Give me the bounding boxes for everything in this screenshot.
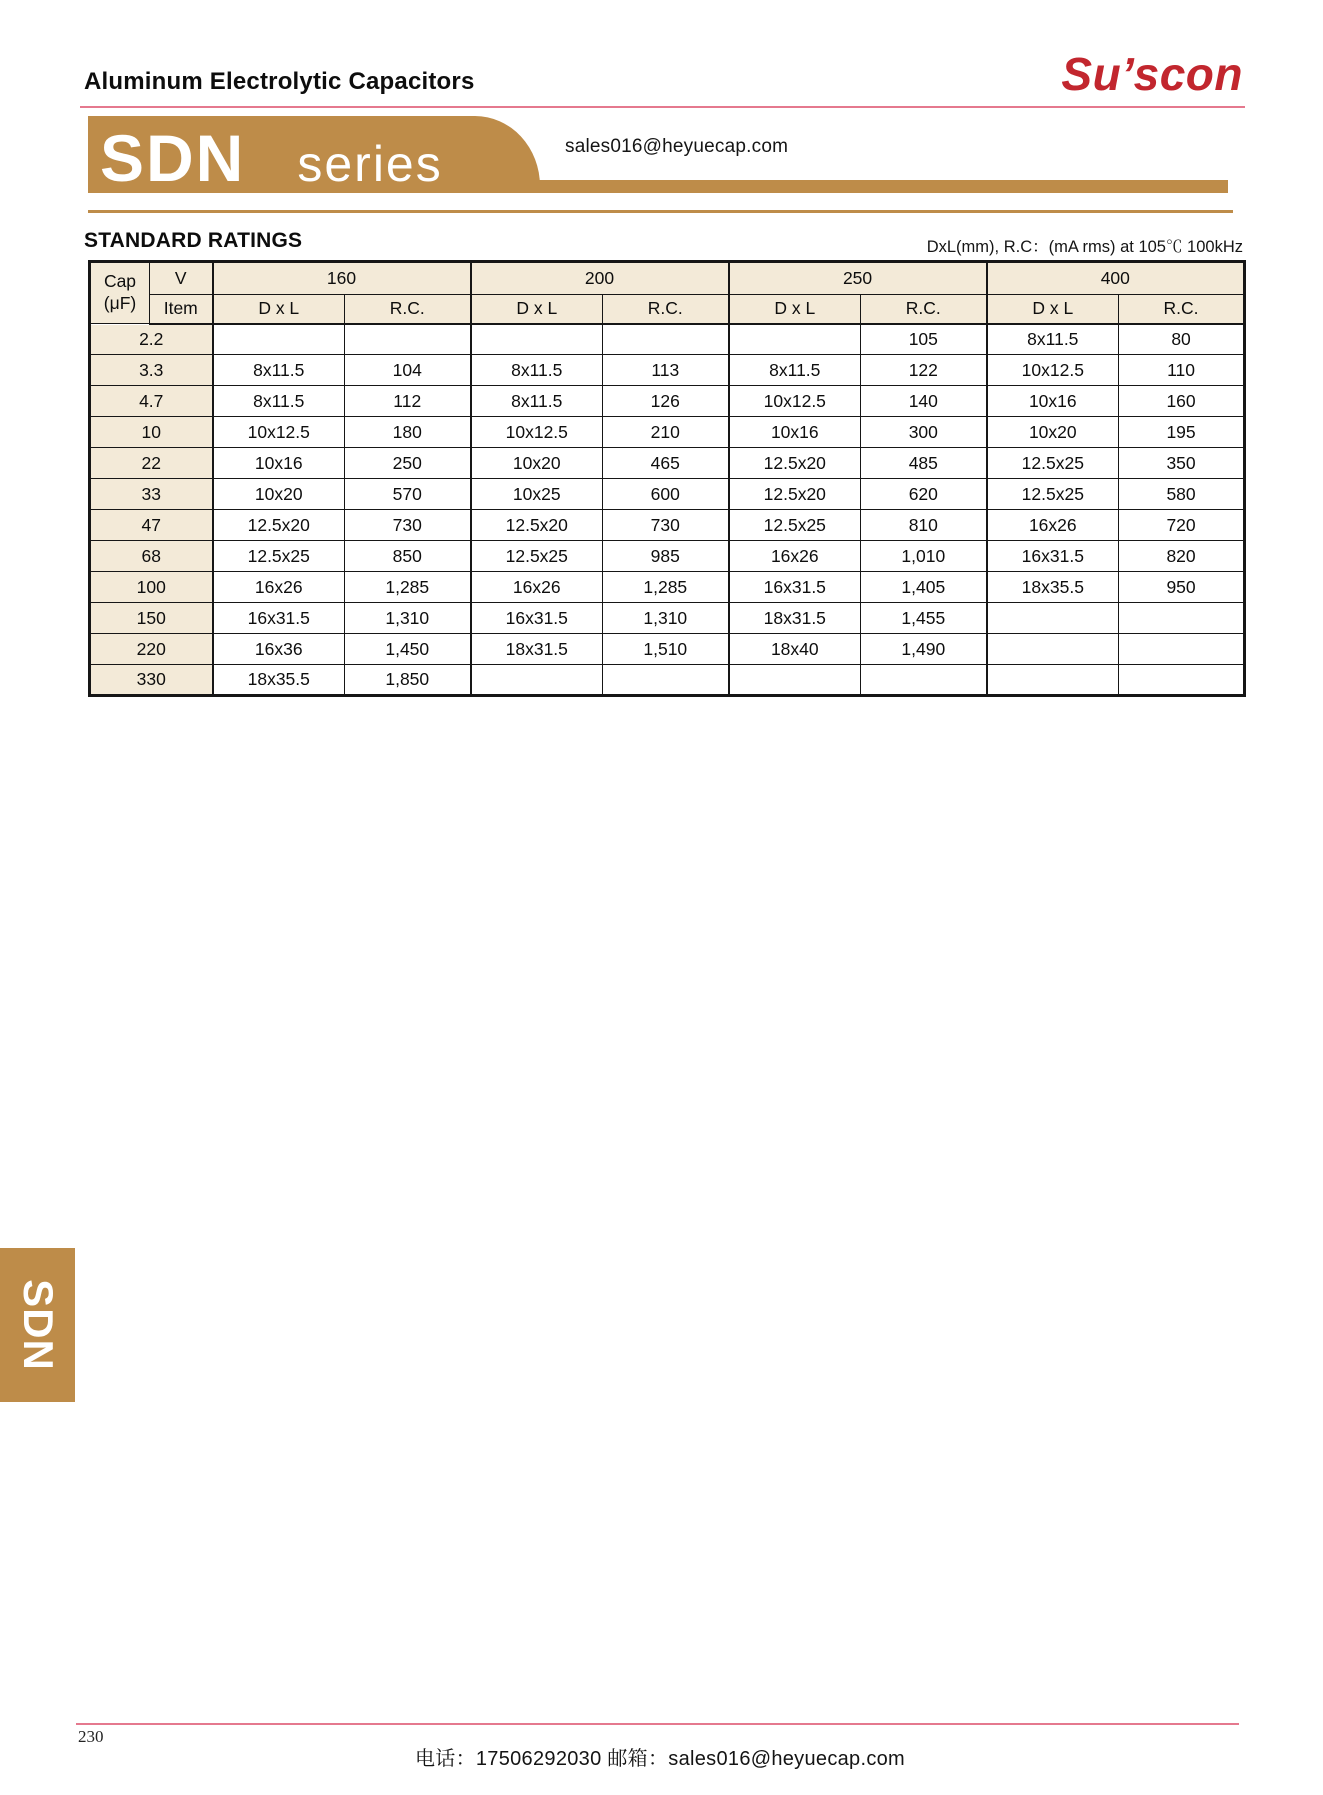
rc-cell: 80 (1119, 324, 1245, 355)
dxl-cell (213, 324, 345, 355)
rc-cell (861, 665, 987, 696)
dxl-cell: 16x31.5 (729, 572, 861, 603)
voltage-160-header: 160 (213, 262, 471, 295)
rc-cell: 465 (603, 448, 729, 479)
page-number: 230 (78, 1727, 104, 1746)
footer-divider-line (76, 1723, 1239, 1725)
dxl-header-250: D x L (729, 295, 861, 324)
dxl-cell: 10x12.5 (213, 417, 345, 448)
rc-header-160: R.C. (345, 295, 471, 324)
cap-value-cell: 22 (90, 448, 213, 479)
rc-cell: 1,285 (345, 572, 471, 603)
cap-value-cell: 68 (90, 541, 213, 572)
dxl-cell (729, 324, 861, 355)
dxl-cell: 12.5x25 (213, 541, 345, 572)
dxl-cell: 10x20 (213, 479, 345, 510)
dxl-cell: 10x12.5 (987, 355, 1119, 386)
voltage-250-header: 250 (729, 262, 987, 295)
dxl-cell: 12.5x20 (729, 448, 861, 479)
dxl-cell: 8x11.5 (471, 386, 603, 417)
table-row (90, 541, 1245, 572)
rc-cell: 580 (1119, 479, 1245, 510)
table-row (90, 634, 1245, 665)
table-row (90, 603, 1245, 634)
header-divider-line (80, 106, 1245, 108)
rc-cell: 113 (603, 355, 729, 386)
table-row (90, 479, 1245, 510)
contact-email: sales016@heyuecap.com (565, 136, 789, 157)
dxl-cell: 12.5x20 (213, 510, 345, 541)
dxl-cell: 10x16 (729, 417, 861, 448)
rc-cell (603, 665, 729, 696)
rc-cell: 180 (345, 417, 471, 448)
voltage-axis-label: V (150, 262, 213, 295)
dxl-cell: 16x31.5 (213, 603, 345, 634)
rc-cell: 485 (861, 448, 987, 479)
dxl-cell (729, 665, 861, 696)
rc-cell: 850 (345, 541, 471, 572)
table-header-row-voltage (90, 262, 1245, 295)
rc-cell: 820 (1119, 541, 1245, 572)
voltage-400-header: 400 (987, 262, 1245, 295)
rc-cell: 1,310 (345, 603, 471, 634)
rc-cell: 110 (1119, 355, 1245, 386)
rc-header-250: R.C. (861, 295, 987, 324)
table-row (90, 324, 1245, 355)
dxl-cell: 12.5x25 (729, 510, 861, 541)
dxl-cell: 16x26 (213, 572, 345, 603)
dxl-cell: 8x11.5 (729, 355, 861, 386)
dxl-cell: 16x31.5 (471, 603, 603, 634)
dxl-cell: 10x25 (471, 479, 603, 510)
dxl-cell: 16x31.5 (987, 541, 1119, 572)
rc-cell (603, 324, 729, 355)
rc-cell: 1,310 (603, 603, 729, 634)
side-tab-series (0, 1248, 75, 1402)
rc-cell: 620 (861, 479, 987, 510)
dxl-cell: 18x31.5 (729, 603, 861, 634)
dxl-cell: 16x36 (213, 634, 345, 665)
dxl-cell (987, 603, 1119, 634)
rc-cell: 122 (861, 355, 987, 386)
rc-cell: 126 (603, 386, 729, 417)
dxl-cell: 10x20 (987, 417, 1119, 448)
cap-value-cell: 10 (90, 417, 213, 448)
dxl-header-200: D x L (471, 295, 603, 324)
dxl-cell: 18x40 (729, 634, 861, 665)
dxl-cell: 10x20 (471, 448, 603, 479)
dxl-cell: 8x11.5 (213, 386, 345, 417)
dxl-cell: 18x35.5 (987, 572, 1119, 603)
ratings-table-body (90, 324, 1245, 696)
dxl-cell: 10x16 (987, 386, 1119, 417)
dxl-cell (987, 665, 1119, 696)
cap-value-cell: 3.3 (90, 355, 213, 386)
table-row (90, 572, 1245, 603)
rc-cell (1119, 603, 1245, 634)
table-row (90, 355, 1245, 386)
dxl-cell: 8x11.5 (213, 355, 345, 386)
dxl-cell: 16x26 (471, 572, 603, 603)
cap-value-cell: 33 (90, 479, 213, 510)
rc-header-400: R.C. (1119, 295, 1245, 324)
section-title: STANDARD RATINGS (84, 229, 303, 252)
cap-value-cell: 330 (90, 665, 213, 696)
series-word: series (297, 136, 443, 192)
cap-value-cell: 47 (90, 510, 213, 541)
cap-value-cell: 2.2 (90, 324, 213, 355)
rc-cell: 730 (603, 510, 729, 541)
rc-cell: 105 (861, 324, 987, 355)
table-row (90, 665, 1245, 696)
rc-cell: 1,010 (861, 541, 987, 572)
rc-cell: 250 (345, 448, 471, 479)
dxl-cell: 10x12.5 (729, 386, 861, 417)
rc-cell: 730 (345, 510, 471, 541)
table-row (90, 417, 1245, 448)
dxl-header-160: D x L (213, 295, 345, 324)
rc-cell: 1,850 (345, 665, 471, 696)
rc-cell: 1,285 (603, 572, 729, 603)
cap-value-cell: 4.7 (90, 386, 213, 417)
ratings-units-note: DxL(mm), R.C：(mA rms) at 105℃ 100kHz (926, 238, 1243, 256)
cap-value-cell: 150 (90, 603, 213, 634)
cap-label: Cap (103, 271, 137, 292)
rc-cell (345, 324, 471, 355)
rc-cell: 600 (603, 479, 729, 510)
dxl-cell: 12.5x25 (987, 448, 1119, 479)
rc-cell: 1,450 (345, 634, 471, 665)
dxl-cell (471, 324, 603, 355)
dxl-cell: 12.5x20 (471, 510, 603, 541)
dxl-cell: 8x11.5 (471, 355, 603, 386)
voltage-200-header: 200 (471, 262, 729, 295)
rc-cell: 140 (861, 386, 987, 417)
cap-value-cell: 220 (90, 634, 213, 665)
item-header: Item (150, 295, 213, 324)
rc-cell (1119, 665, 1245, 696)
series-banner-title (100, 121, 443, 195)
rc-header-200: R.C. (603, 295, 729, 324)
dxl-cell: 12.5x25 (987, 479, 1119, 510)
rc-cell: 1,510 (603, 634, 729, 665)
dxl-cell: 16x26 (987, 510, 1119, 541)
side-tab-label: SDN (14, 1279, 62, 1371)
rc-cell: 950 (1119, 572, 1245, 603)
banner-underline (88, 210, 1233, 213)
dxl-cell: 12.5x20 (729, 479, 861, 510)
rc-cell: 195 (1119, 417, 1245, 448)
rc-cell: 810 (861, 510, 987, 541)
cap-value-cell: 100 (90, 572, 213, 603)
dxl-cell: 10x12.5 (471, 417, 603, 448)
series-code: SDN (100, 121, 246, 195)
dxl-cell (471, 665, 603, 696)
rc-cell: 720 (1119, 510, 1245, 541)
rc-cell: 350 (1119, 448, 1245, 479)
cap-unit-label: (μF) (103, 293, 137, 313)
table-header-row-item (90, 295, 1245, 324)
rc-cell: 1,455 (861, 603, 987, 634)
dxl-cell: 8x11.5 (987, 324, 1119, 355)
dxl-cell: 10x16 (213, 448, 345, 479)
table-row (90, 448, 1245, 479)
dxl-cell: 12.5x25 (471, 541, 603, 572)
table-row (90, 510, 1245, 541)
brand-logo: Su’scon (1061, 48, 1243, 100)
dxl-cell: 16x26 (729, 541, 861, 572)
dxl-header-400: D x L (987, 295, 1119, 324)
rc-cell: 570 (345, 479, 471, 510)
standard-ratings-table (88, 260, 1246, 697)
rc-cell: 210 (603, 417, 729, 448)
rc-cell: 1,405 (861, 572, 987, 603)
dxl-cell: 18x35.5 (213, 665, 345, 696)
rc-cell: 300 (861, 417, 987, 448)
rc-cell: 1,490 (861, 634, 987, 665)
rc-cell: 160 (1119, 386, 1245, 417)
page-title: Aluminum Electrolytic Capacitors (84, 68, 475, 95)
rc-cell: 104 (345, 355, 471, 386)
rc-cell: 112 (345, 386, 471, 417)
table-row (90, 386, 1245, 417)
footer-contact: 电话：17506292030 邮箱：sales016@heyuecap.com (414, 1748, 906, 1770)
cap-unit-header (90, 262, 150, 324)
dxl-cell (987, 634, 1119, 665)
dxl-cell: 18x31.5 (471, 634, 603, 665)
rc-cell (1119, 634, 1245, 665)
rc-cell: 985 (603, 541, 729, 572)
